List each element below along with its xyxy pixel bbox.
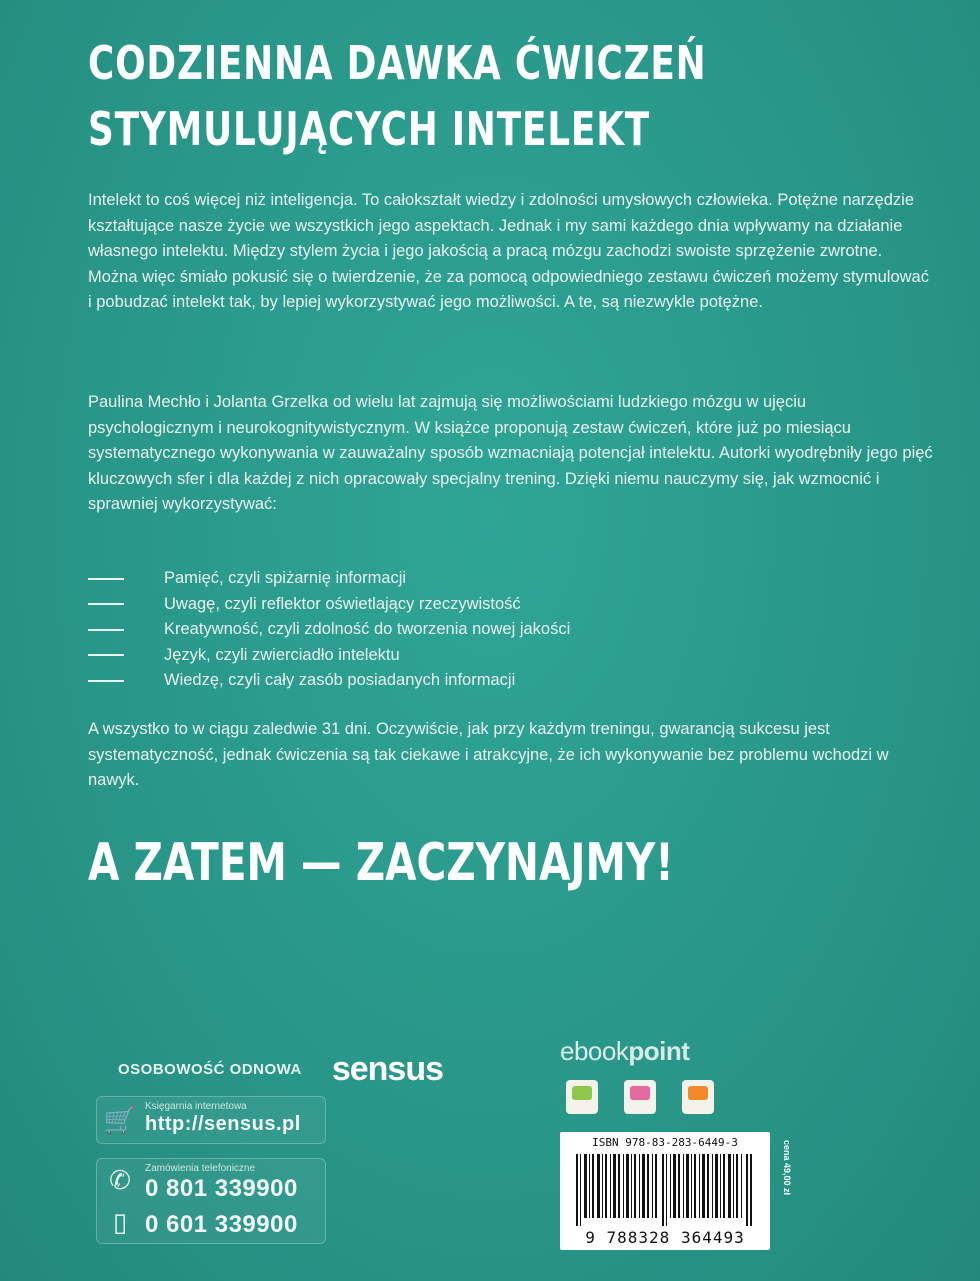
barcode-bars	[576, 1154, 754, 1226]
skills-list	[88, 566, 936, 694]
mobile-phone-icon: ▯	[112, 1206, 128, 1237]
list-item: Język, czyli zwierciadło intelektu	[88, 643, 936, 669]
title-line-2: STYMULUJĄCYCH INTELEKT	[88, 102, 651, 156]
shop-label: Księgarnia internetowa	[145, 1101, 247, 1112]
phone-icon: ✆	[109, 1164, 131, 1195]
list-item: Kreatywność, czyli zdolność do tworzenia nowej jakości	[88, 617, 936, 643]
ebook-format-icon	[624, 1080, 656, 1114]
ebookpoint-logo: ebookpoint	[560, 1036, 690, 1066]
dash-icon	[88, 680, 124, 682]
ebook-format-icon	[682, 1080, 714, 1114]
paragraph-intro: Intelekt to coś więcej niż inteligencja. To całokształt wiedzy i zdolności umysłowych człowieka. Potężne narzędzie kształtujące nasze życie we wszystkich jego aspektach. Jednak i my sami każdego dnia wpływamy na działanie własnego intelektu. Między stylem życia i jego jakością a pracą mózgu zachodzi swoiste sprzężenie zwrotne. Można więc śmiało pokusić się o twierdzenie, że za pomocą odpowiedniego zestawu ćwiczeń możemy stymulować i pobudzać intelekt tak, by lepiej wykorzystywać jego możliwości. A te, są niezwykle potężne.	[88, 191, 929, 311]
list-item: Wiedzę, czyli cały zasób posiadanych informacji	[88, 668, 936, 694]
shop-url[interactable]: http://sensus.pl	[145, 1113, 301, 1135]
paragraph-authors: Paulina Mechło i Jolanta Grzelka od wielu lat zajmują się możliwościami ludzkiego mózgu w ujęciu psychologicznym i neurokognitywistycznym. W książce proponują zestaw ćwiczeń, które już po miesiącu systematycznego wykonywania w zauważalny sposób wzmacniają potencjał intelektu. Autorki wyodrębniły jego pięć kluczowych sfer i dla każdej z nich opracowały specjalny trening. Dzięki niemu nauczymy się, jak wzmocnić i sprawniej wykorzystywać:	[88, 393, 933, 513]
phone-number-1: 0 801 339900	[145, 1175, 298, 1202]
list-item: Uwagę, czyli reflektor oświetlający rzeczywistość	[88, 592, 936, 618]
shop-contact-box	[96, 1096, 326, 1144]
isbn-label: ISBN 978-83-283-6449-3	[592, 1136, 738, 1149]
dash-icon	[88, 629, 124, 631]
list-item: Pamięć, czyli spiżarnię informacji	[88, 566, 936, 592]
price-label: cena 49,00 zł	[782, 1140, 792, 1196]
isbn-number: 9 788328 364493	[585, 1228, 745, 1247]
osobowosc-odnowa-logo: OSOBOWOŚĆ ODNOWA	[118, 1061, 302, 1078]
paragraph-closing: A wszystko to w ciągu zaledwie 31 dni. Oczywiście, jak przy każdym treningu, gwarancją sukcesu jest systematyczność, jednak ćwiczenia są tak ciekawe i atrakcyjne, że ich wykonywanie bez problemu wchodzi w nawyk.	[88, 720, 889, 789]
ebook-format-icon	[566, 1080, 598, 1114]
title-line-1: CODZIENNA DAWKA ĆWICZEŃ	[88, 36, 707, 90]
phone-number-2: 0 601 339900	[145, 1211, 298, 1238]
ebook-format-icons	[566, 1080, 714, 1114]
sensus-logo: sensus	[331, 1050, 444, 1088]
dash-icon	[88, 603, 124, 605]
isbn-barcode	[560, 1132, 770, 1250]
dash-icon	[88, 578, 124, 580]
call-to-action: A ZATEM — ZACZYNAJMY!	[88, 833, 674, 893]
order-label: Zamówienia telefoniczne	[145, 1163, 256, 1174]
cover-title	[88, 30, 728, 162]
dash-icon	[88, 654, 124, 656]
cart-icon: 🛒	[103, 1104, 137, 1135]
publisher-logos	[118, 1050, 443, 1089]
phone-contact-box	[96, 1158, 326, 1244]
